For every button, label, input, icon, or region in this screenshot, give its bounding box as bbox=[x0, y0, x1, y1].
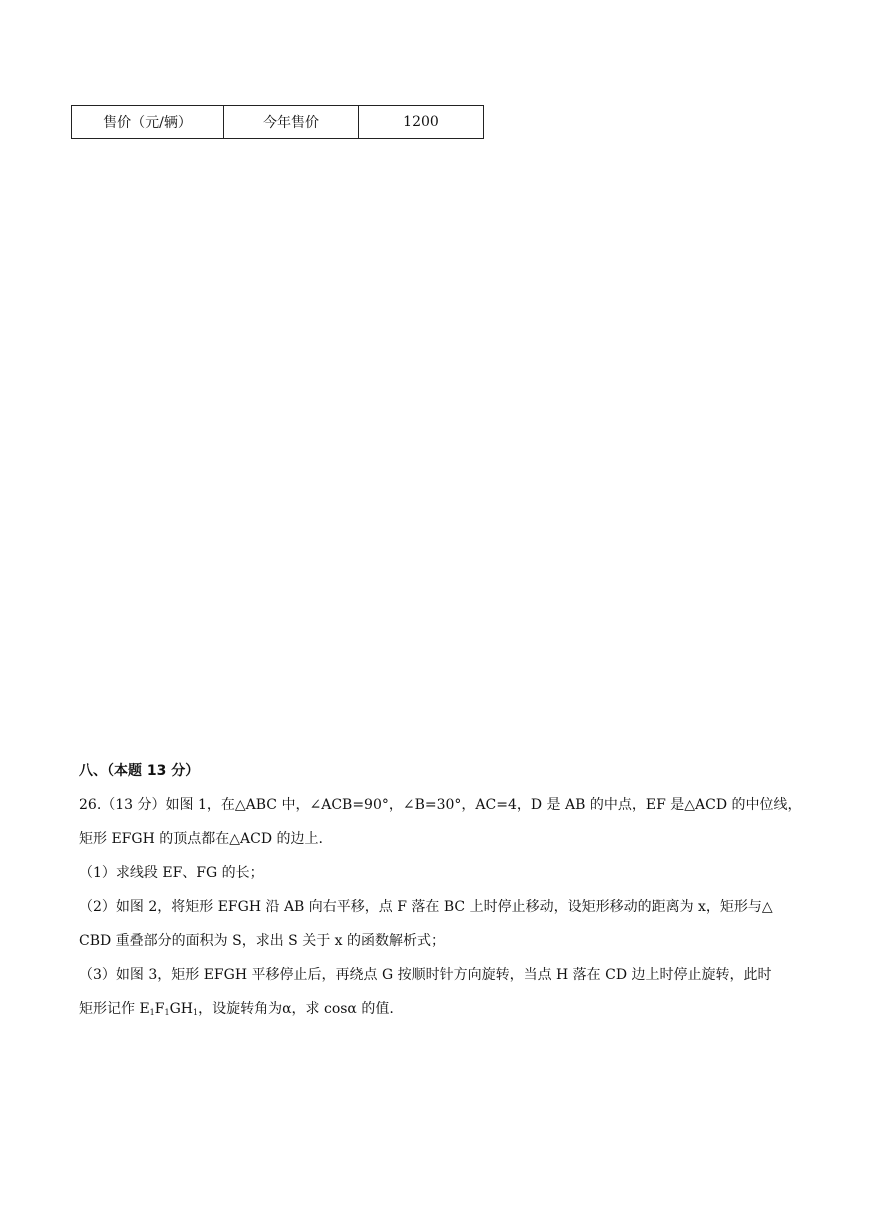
part-3-text-f: F bbox=[154, 1001, 165, 1017]
part-3-text-gh: GH bbox=[169, 1001, 193, 1017]
section-title: 八、（本题 13 分） bbox=[79, 763, 200, 779]
subscript-3: 1 bbox=[192, 1008, 199, 1017]
price-table bbox=[71, 105, 484, 139]
part-3-text-post: ，设旋转角为α，求 cosα 的值. bbox=[198, 1001, 394, 1017]
part-3-text-pre: 矩形记作 E bbox=[79, 1001, 150, 1017]
part-1-question: （1）求线段 EF、FG 的长； bbox=[79, 865, 264, 881]
problem-statement-line-2: 矩形 EFGH 的顶点都在△ACD 的边上. bbox=[79, 831, 323, 847]
subscript-2: 1 bbox=[164, 1008, 170, 1017]
problem-section bbox=[79, 761, 802, 1033]
problem-statement-line-1: 26.（13 分）如图 1，在△ABC 中，∠ACB=90°，∠B=30°，AC=4，D 是 AB 的中点，EF 是△ACD 的中位线， bbox=[79, 797, 802, 813]
table-cell-value: 1200 bbox=[359, 106, 484, 139]
table-cell-this-year-price: 今年售价 bbox=[224, 106, 359, 139]
table-cell-price-label: 售价（元/辆） bbox=[72, 106, 224, 139]
table-row bbox=[72, 106, 484, 139]
part-3-question-line-2 bbox=[79, 999, 799, 1019]
subscript-1: 1 bbox=[149, 1008, 155, 1017]
part-3-question-line-1: （3）如图 3，矩形 EFGH 平移停止后，再绕点 G 按顺时针方向旋转，当点 H 落在 CD 边上时停止旋转，此时 bbox=[79, 967, 772, 983]
part-2-question-line-2: CBD 重叠部分的面积为 S，求出 S 关于 x 的函数解析式； bbox=[79, 933, 446, 949]
part-2-question-line-1: （2）如图 2，将矩形 EFGH 沿 AB 向右平移，点 F 落在 BC 上时停止移动，设矩形移动的距离为 x，矩形与△ bbox=[79, 899, 773, 915]
